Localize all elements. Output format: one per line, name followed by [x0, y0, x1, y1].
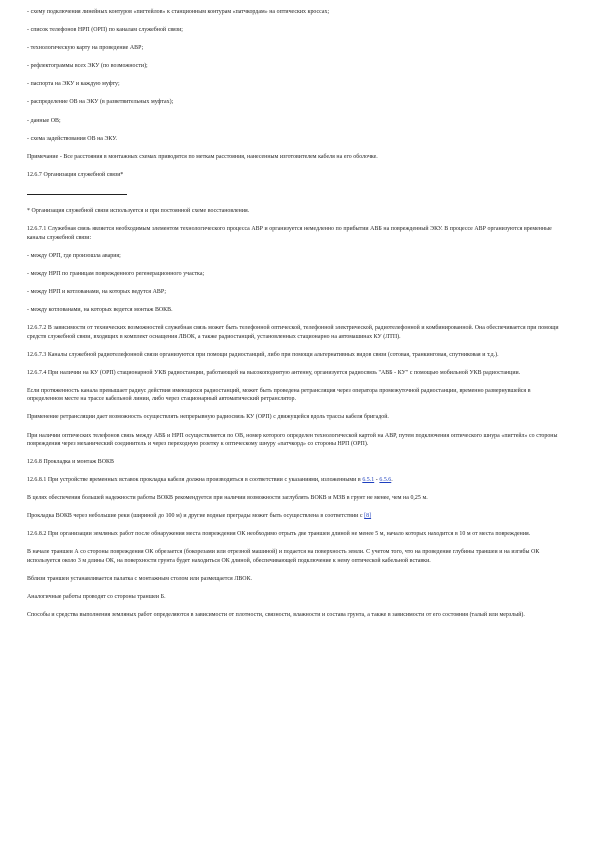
list-item: - между НРП по границам поврежденного регенерационного участка; [27, 270, 205, 277]
list-item: - схему подключения линейных контуров «пигтейлов» к станционным контурам «патчкордам» на оптических кроссах; [27, 9, 330, 15]
paragraph: Применение ретрансляции дает возможность осуществлять непрерывную радиосвязь КУ (ОРП) с движущейся вдоль трассы кабеля бригадой. [27, 414, 389, 421]
paragraph: В целях обеспечения большей надежности работы ВОКВ рекомендуется при наличии возможности заглублять ВОКВ и МЗВ в грунт не менее, чем на 0,25 м. [27, 495, 428, 502]
paragraph: 12.6.7.3 Каналы служебной радиотелефонной связи организуются при помощи радиостанций, либо при помощи альтернативных видов связи (сотовая, транкинговая, спутниковая и т.д.). [27, 351, 499, 358]
section-heading: 12.6.7 Организация служебной связи* [27, 171, 124, 178]
list-item: - данные ОВ; [27, 117, 61, 124]
list-item: - между ОРП, где произошла авария; [27, 252, 121, 259]
footnote: * Организация служебной связи используется и при постоянной схеме восстановления. [27, 208, 250, 215]
paragraph-with-links [27, 476, 567, 484]
link-6-5-6[interactable]: 6.5.6 [379, 477, 392, 484]
section-heading: 12.6.8 Прокладка и монтаж ВОКВ [27, 459, 114, 465]
list-item: - рефлектограммы всех ЭКУ (по возможности); [27, 63, 148, 70]
note-paragraph: Примечание - Все расстояния в монтажных схемах приводятся по меткам расстояния, нанесенным изготовителем кабеля на его оболочке. [27, 153, 378, 160]
paragraph: Способы и средства выполнения земляных работ определяются в зависимости от плотности, связности, влажности и состава грунта, а также в зависимости от его состояния (талый или мерзлый). [27, 612, 525, 619]
link-reference-8[interactable]: [8] [364, 513, 372, 520]
paragraph: 12.6.7.2 В зависимости от технических возможностей служебная связь может быть телефонной оптической, телефонной электрической, радиотелефонной и комбинированной. Она обеспечивается при помощи средств служебной связи, входящих в комплект оснащения ЛВОК, а также радиостанций, установленных стационарно на автомашинах КУ (ЛТП). [27, 325, 559, 340]
paragraph: Аналогичные работы проводят со стороны траншеи Б. [27, 594, 166, 601]
list-item: - список телефонов НРП (ОРП) по каналам служебной связи; [27, 27, 183, 34]
list-item: - между котлованами, на которых ведется монтаж ВОКВ. [27, 307, 173, 314]
paragraph-text: 12.6.8.1 При устройстве временных вставок прокладка кабеля должна производиться в соответствии с указаниями, изложенными в [27, 477, 363, 484]
link-separator: - [374, 477, 380, 484]
document-page [27, 8, 567, 629]
paragraph: Если протяженность канала превышает радиус действия имеющихся радиостанций, может быть проведена ретрансляция через оператора промежуточной радиостанции, временно развернувшейся в определенном месте на трассе кабельной линии, либо через стационарный автоматический ретранслятор. [27, 387, 531, 403]
link-6-5-1[interactable]: 6.5.1 [362, 477, 375, 484]
paragraph: 12.6.8.2 При организации земляных работ после обнаружения места повреждения ОК необходимо отрыть две траншеи длиной не менее 5 м, начало которых находится в 10 м от места повреждения. [27, 531, 531, 538]
footnote-divider [27, 194, 127, 195]
paragraph-end: . [391, 477, 393, 484]
list-item: - распределение ОВ на ЭКУ (в разветвительных муфтах); [27, 99, 174, 106]
paragraph-text: Прокладка ВОКВ через небольшие реки (шириной до 100 м) и другие водные преграды может быть осуществлена в соответствии с [27, 513, 365, 520]
paragraph: При наличии оптических телефонов связь между АВБ и НРП осуществляется по ОВ, номер которого определен технологической картой на АВР, путем подключения оптического шнура «пигтейл» со стороны повреждения через механический соединитель и через переходную розетку к оптическому шнуру «патчкорд» со стороны НРП (ОРП). [27, 432, 558, 447]
paragraph: В начале траншеи А со стороны повреждения ОК обрезается (бокорезами или отрезной машиной) и подается на поверхность земли. С учетом того, что на проведение глубины траншеи и на изгибы ОК используется около 3 м длины ОК, на поверхности грунта будет находиться ОК длиной, обеспечивающей подключение к нему оптической кабельной вставки. [27, 549, 540, 564]
paragraph: 12.6.7.1 Служебная связь является необходимым элементом технологического процесса АВР и организуется немедленно по прибытии АВБ на поврежденный ЭКУ. В процессе АВР организуются временные каналы служебной связи: [27, 226, 552, 241]
list-item: - технологическую карту на проведение АВР; [27, 45, 144, 52]
list-item: - схема задействования ОВ на ЭКУ. [27, 135, 117, 142]
paragraph: Вблизи траншеи устанавливается палатка с монтажным столом или размещается ЛВОК. [27, 575, 253, 582]
paragraph: 12.6.7.4 При наличии на КУ (ОРП) стационарной УКВ радиостанции, работающей на высокоподнятую антенну, организуется радиосвязь "АВБ - КУ" с помощью мобильной УКВ радиостанции. [27, 369, 521, 376]
list-item: - паспорта на ЭКУ и каждую муфту; [27, 81, 120, 88]
paragraph-with-link [27, 512, 567, 520]
list-item: - между НРП и котлованами, на которых ведутся АВР; [27, 289, 167, 296]
